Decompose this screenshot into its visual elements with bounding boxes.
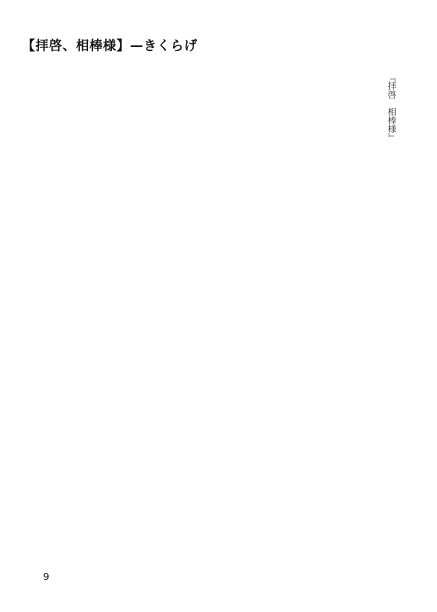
text-line: 『拝啓 相棒様』	[386, 73, 396, 142]
upper-text-block	[37, 73, 397, 295]
story-title-header: 【拝啓、相棒様】—きくらげ	[22, 39, 198, 54]
page-number: 9	[43, 572, 50, 583]
lower-text-block	[37, 318, 397, 540]
